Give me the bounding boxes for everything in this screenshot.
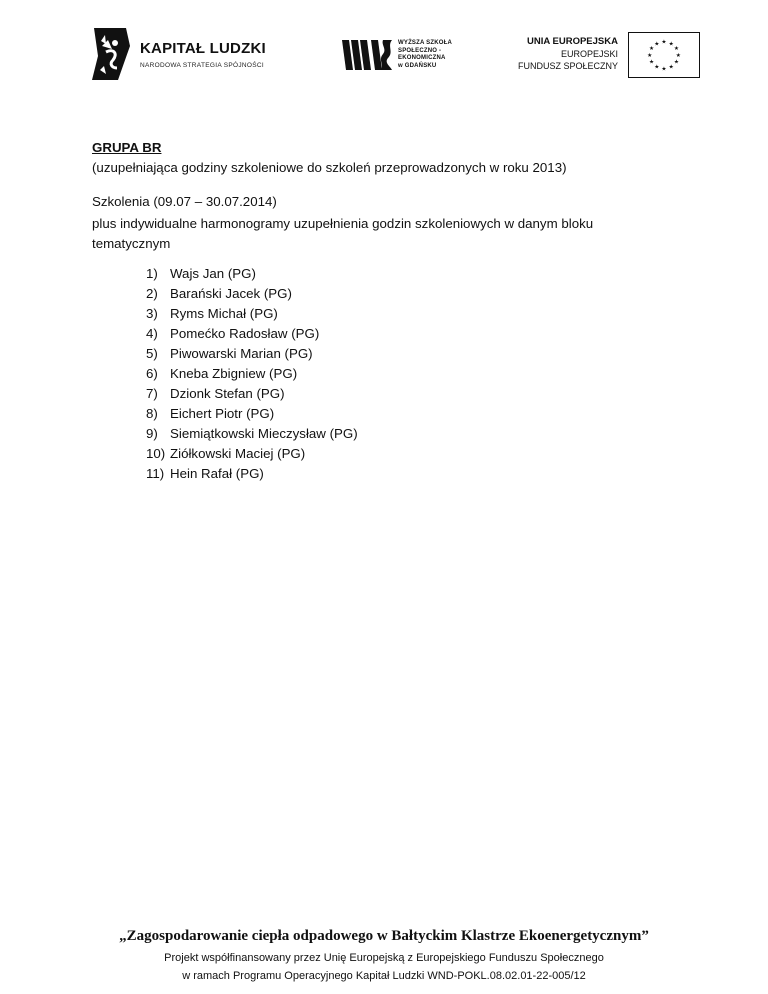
group-title: GRUPA BR xyxy=(92,140,162,155)
wsse-logo xyxy=(340,38,470,74)
list-item xyxy=(146,464,358,484)
svg-text:★: ★ xyxy=(654,64,660,71)
list-item xyxy=(146,264,358,284)
item-number: 5) xyxy=(146,346,158,361)
eu-line-2: EUROPEJSKI xyxy=(560,49,618,59)
svg-text:★: ★ xyxy=(661,66,667,73)
svg-text:★: ★ xyxy=(654,41,660,48)
participant-name: Ryms Michał (PG) xyxy=(170,306,278,321)
item-number: 1) xyxy=(146,266,158,281)
participant-name: Dzionk Stefan (PG) xyxy=(170,386,285,401)
participant-name: Kneba Zbigniew (PG) xyxy=(170,366,298,381)
participants-list xyxy=(146,264,358,484)
wsse-line: w GDAŃSKU xyxy=(398,62,437,69)
svg-text:★: ★ xyxy=(675,52,681,59)
group-subtitle: (uzupełniająca godziny szkoleniowe do szkoleń przeprowadzonych w roku 2013) xyxy=(92,160,567,175)
participant-name: Eichert Piotr (PG) xyxy=(170,406,275,421)
wsse-line: WYŻSZA SZKOŁA xyxy=(398,40,453,46)
list-item xyxy=(146,284,358,304)
svg-text:★: ★ xyxy=(668,64,674,71)
item-number: 10) xyxy=(146,446,166,461)
kapital-ludzki-emblem-icon xyxy=(88,26,132,82)
eu-line-3: FUNDUSZ SPOŁECZNY xyxy=(517,61,618,71)
participant-name: Hein Rafał (PG) xyxy=(170,466,264,481)
kapital-ludzki-title: KAPITAŁ LUDZKI xyxy=(140,40,266,57)
eu-flag-icon xyxy=(628,32,700,78)
eu-line-1: UNIA EUROPEJSKA xyxy=(527,36,618,47)
list-item xyxy=(146,384,358,404)
trainings-dates: Szkolenia (09.07 – 30.07.2014) xyxy=(92,194,277,209)
svg-text:★: ★ xyxy=(668,41,674,48)
list-item xyxy=(146,404,358,424)
svg-text:★: ★ xyxy=(648,46,655,53)
item-number: 3) xyxy=(146,306,158,321)
item-number: 9) xyxy=(146,426,158,441)
item-number: 8) xyxy=(146,406,158,421)
list-item xyxy=(146,324,358,344)
list-item xyxy=(146,444,358,464)
participant-name: Siemiątkowski Mieczysław (PG) xyxy=(170,426,358,441)
item-number: 6) xyxy=(146,366,158,381)
item-number: 2) xyxy=(146,286,158,301)
kapital-ludzki-logo xyxy=(88,26,288,86)
list-item xyxy=(146,304,358,324)
item-number: 7) xyxy=(146,386,158,401)
project-title: „Zagospodarowanie ciepła odpadowego w Bałtyckim Klastrze Ekoenergetycznym” xyxy=(119,928,649,944)
wsse-line: SPOŁECZNO - xyxy=(398,47,442,54)
eu-logo xyxy=(510,36,700,78)
schedule-note: plus indywidualne harmonogramy uzupełnienia godzin szkoleniowych w danym bloku tematycznym xyxy=(92,216,594,251)
participant-name: Barański Jacek (PG) xyxy=(170,286,292,301)
svg-text:★: ★ xyxy=(673,46,680,53)
participant-name: Ziółkowski Maciej (PG) xyxy=(170,446,306,461)
wsse-line: EKONOMICZNA xyxy=(398,55,446,61)
wsse-emblem-icon xyxy=(340,38,398,72)
participant-name: Piwowarski Marian (PG) xyxy=(170,346,313,361)
kapital-ludzki-subtitle: NARODOWA STRATEGIA SPÓJNOŚCI xyxy=(140,62,264,69)
item-number: 11) xyxy=(146,466,165,481)
wsse-name xyxy=(398,40,452,70)
footer-program-line: w ramach Programu Operacyjnego Kapitał Ludzki WND-POKL.08.02.01-22-005/12 xyxy=(182,970,586,982)
list-item xyxy=(146,344,358,364)
list-item xyxy=(146,424,358,444)
svg-text:★: ★ xyxy=(673,59,680,66)
participant-name: Pomećko Radosław (PG) xyxy=(170,326,320,341)
list-item xyxy=(146,364,358,384)
svg-text:★: ★ xyxy=(648,59,655,66)
eu-text xyxy=(518,36,618,72)
footer-funding-line: Projekt współfinansowany przez Unię Europejską z Europejskiego Funduszu Społecznego xyxy=(164,952,604,964)
svg-text:★: ★ xyxy=(661,39,667,46)
item-number: 4) xyxy=(146,326,158,341)
participant-name: Wajs Jan (PG) xyxy=(170,266,256,281)
svg-text:★: ★ xyxy=(647,52,653,59)
